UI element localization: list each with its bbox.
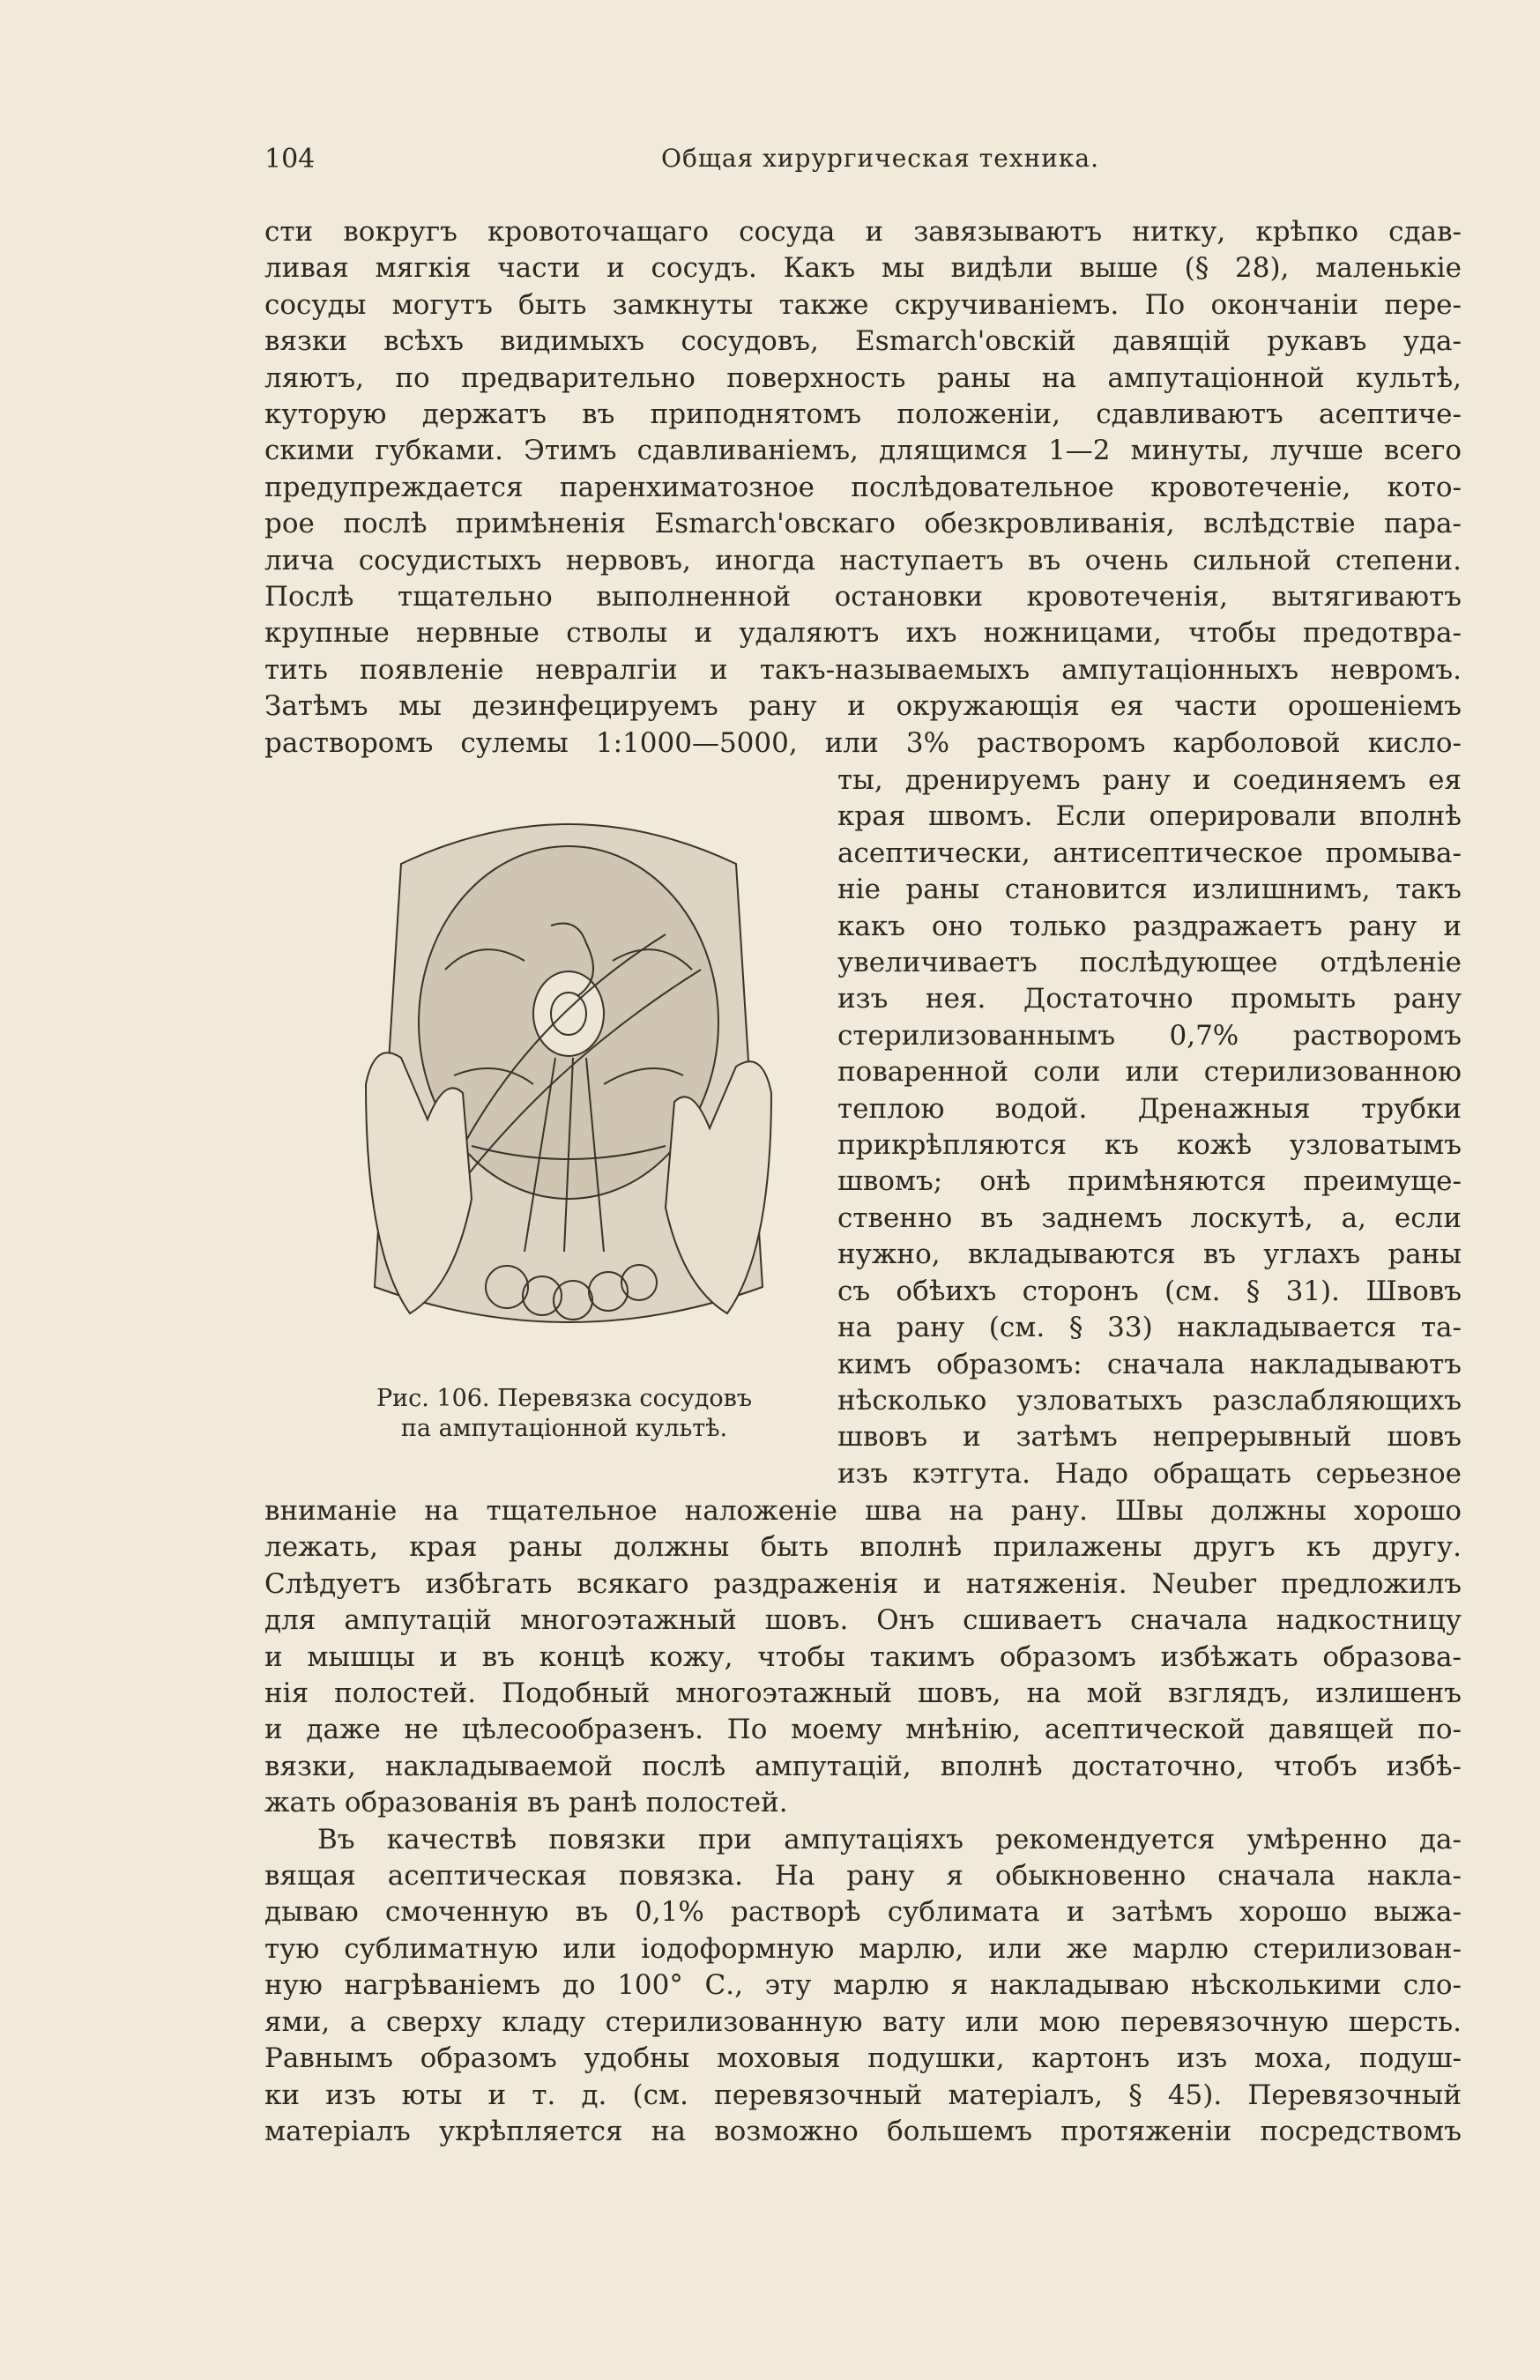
top-paragraph — [264, 214, 1462, 762]
caption-line: па ампутаціонной культѣ. — [400, 1415, 728, 1442]
text-line: нѣсколько узловатыхъ разслабляющихъ — [837, 1384, 1462, 1417]
text-line: ливая мягкія части и сосудъ. Какъ мы видѣли выше (§ 28), маленькіе — [264, 252, 1462, 285]
text-line: ляютъ, по предварительно поверхность раны на ампутаціонной культѣ, — [264, 361, 1462, 394]
text-line: нужно, вкладываются въ углахъ раны — [837, 1238, 1462, 1271]
amputation-stump-illustration — [348, 793, 789, 1375]
text-line: тить появленіе невралгіи и такъ-называемыхъ ампутаціонныхъ невромъ. — [264, 653, 1462, 686]
text-line: Равнымъ образомъ удобны моховыя подушки, картонъ изъ моха, подуш- — [264, 2042, 1462, 2075]
text-line: тую сублиматную или іодоформную марлю, или же марлю стерилизован- — [264, 1932, 1462, 1965]
text-line: ты, дренируемъ рану и соединяемъ ея — [837, 764, 1462, 796]
text-line: края швомъ. Если оперировали вполнѣ — [837, 800, 1462, 833]
bottom-paragraphs — [264, 1493, 1462, 2150]
text-line: поваренной соли или стерилизованною — [837, 1056, 1462, 1089]
text-line: какъ оно только раздражаетъ рану и — [837, 910, 1462, 942]
text-line: лича сосудистыхъ нервовъ, иногда наступаетъ въ очень сильной степени. — [264, 544, 1462, 576]
text-line: на рану (см. § 33) накладывается та- — [837, 1312, 1462, 1344]
text-line: асептически, антисептическое промыва- — [837, 837, 1462, 869]
text-line: нія полостей. Подобный многоэтажный шовъ, на мой взглядъ, излишенъ — [264, 1677, 1462, 1710]
text-line: Затѣмъ мы дезинфецируемъ рану и окружающія ея части орошеніемъ — [264, 690, 1462, 723]
text-line: ственно въ заднемъ лоскутѣ, а, если — [837, 1201, 1462, 1234]
running-title: Общая хирургическая техника. — [661, 144, 1099, 173]
text-line: Слѣдуетъ избѣгать всякаго раздраженія и натяженія. Neuber предложилъ — [264, 1567, 1462, 1600]
text-line: изъ нея. Достаточно промыть рану — [837, 983, 1462, 1015]
text-line: скими губками. Этимъ сдавливаніемъ, длящимся 1—2 минуты, лучше всего — [264, 435, 1462, 467]
text-line: для ампутацій многоэтажный шовъ. Онъ сшиваетъ сначала надкостницу — [264, 1604, 1462, 1637]
text-line: сти вокругъ кровоточащаго сосуда и завязываютъ нитку, крѣпко сдав- — [264, 216, 1462, 248]
text-line: вязки всѣхъ видимыхъ сосудовъ, Esmarch'овскій давящій рукавъ уда- — [264, 325, 1462, 358]
figure-caption — [317, 1384, 811, 1444]
text-line: швомъ; онѣ примѣняются преимуще- — [837, 1165, 1462, 1198]
text-line: матеріалъ укрѣпляется на возможно большемъ протяженіи посредствомъ — [264, 2115, 1462, 2147]
text-line: крупные нервные стволы и удаляютъ ихъ ножницами, чтобы предотвра- — [264, 617, 1462, 650]
text-line: ную нагрѣваніемъ до 100° С., эту марлю я накладываю нѣсколькими сло- — [264, 1969, 1462, 2002]
text-line: Въ качествѣ повязки при ампутаціяхъ рекомендуется умѣренно да- — [317, 1823, 1462, 1856]
figure-vessel-ligation — [348, 793, 789, 1375]
page-header — [264, 144, 1454, 181]
text-line: Послѣ тщательно выполненной остановки кровотеченія, вытягиваютъ — [264, 581, 1462, 614]
text-line: предупреждается паренхиматозное послѣдовательное кровотеченіе, кото- — [264, 471, 1462, 503]
text-line: ніе раны становится излишнимъ, такъ — [837, 874, 1462, 906]
text-line: сосуды могутъ быть замкнуты также скручиваніемъ. По окончаніи пере- — [264, 288, 1462, 321]
text-line: прикрѣпляются къ кожѣ узловатымъ — [837, 1129, 1462, 1162]
side-column-text — [837, 762, 1462, 1492]
text-line: ки изъ юты и т. д. (см. перевязочный матеріалъ, § 45). Перевязочный — [264, 2079, 1462, 2111]
text-line: жать образованія въ ранѣ полостей. — [264, 1787, 788, 1819]
text-line: вниманіе на тщательное наложеніе шва на рану. Швы должны хорошо — [264, 1495, 1462, 1527]
text-line: теплою водой. Дренажныя трубки — [837, 1092, 1462, 1125]
text-line: швовъ и затѣмъ непрерывный шовъ — [837, 1421, 1462, 1454]
text-line: рое послѣ примѣненія Esmarch'овскаго обезкровливанія, вслѣдствіе пара- — [264, 508, 1462, 540]
text-line: вязки, накладываемой послѣ ампутацій, вполнѣ достаточно, чтобъ избѣ- — [264, 1750, 1462, 1782]
text-line: растворомъ сулемы 1:1000—5000, или 3% растворомъ карболовой кисло- — [264, 726, 1462, 759]
text-line: кимъ образомъ: сначала накладываютъ — [837, 1348, 1462, 1380]
page-number: 104 — [264, 144, 316, 175]
text-line: и даже не цѣлесообразенъ. По моему мнѣнію, асептической давящей по- — [264, 1714, 1462, 1746]
text-line: лежать, края раны должны быть вполнѣ прилажены другъ къ другу. — [264, 1531, 1462, 1564]
text-line: изъ кэтгута. Надо обращать серьезное — [837, 1457, 1462, 1490]
text-line: увеличиваетъ послѣдующее отдѣленіе — [837, 947, 1462, 979]
text-line: дываю смоченную въ 0,1% растворѣ сублимата и затѣмъ хорошо выжа- — [264, 1896, 1462, 1929]
text-line: съ обѣихъ сторонъ (см. § 31). Швовъ — [837, 1275, 1462, 1307]
text-line: и мышцы и въ концѣ кожу, чтобы такимъ образомъ избѣжать образова- — [264, 1640, 1462, 1673]
text-line: стерилизованнымъ 0,7% растворомъ — [837, 1019, 1462, 1052]
text-line: куторую держатъ въ приподнятомъ положеніи, сдавливаютъ асептиче- — [264, 398, 1462, 431]
text-line: ями, а сверху кладу стерилизованную вату или мою перевязочную шерсть. — [264, 2005, 1462, 2038]
text-line: вящая асептическая повязка. На рану я обыкновенно сначала накла- — [264, 1860, 1462, 1893]
caption-line: Рис. 106. Перевязка сосудовъ — [376, 1385, 753, 1412]
